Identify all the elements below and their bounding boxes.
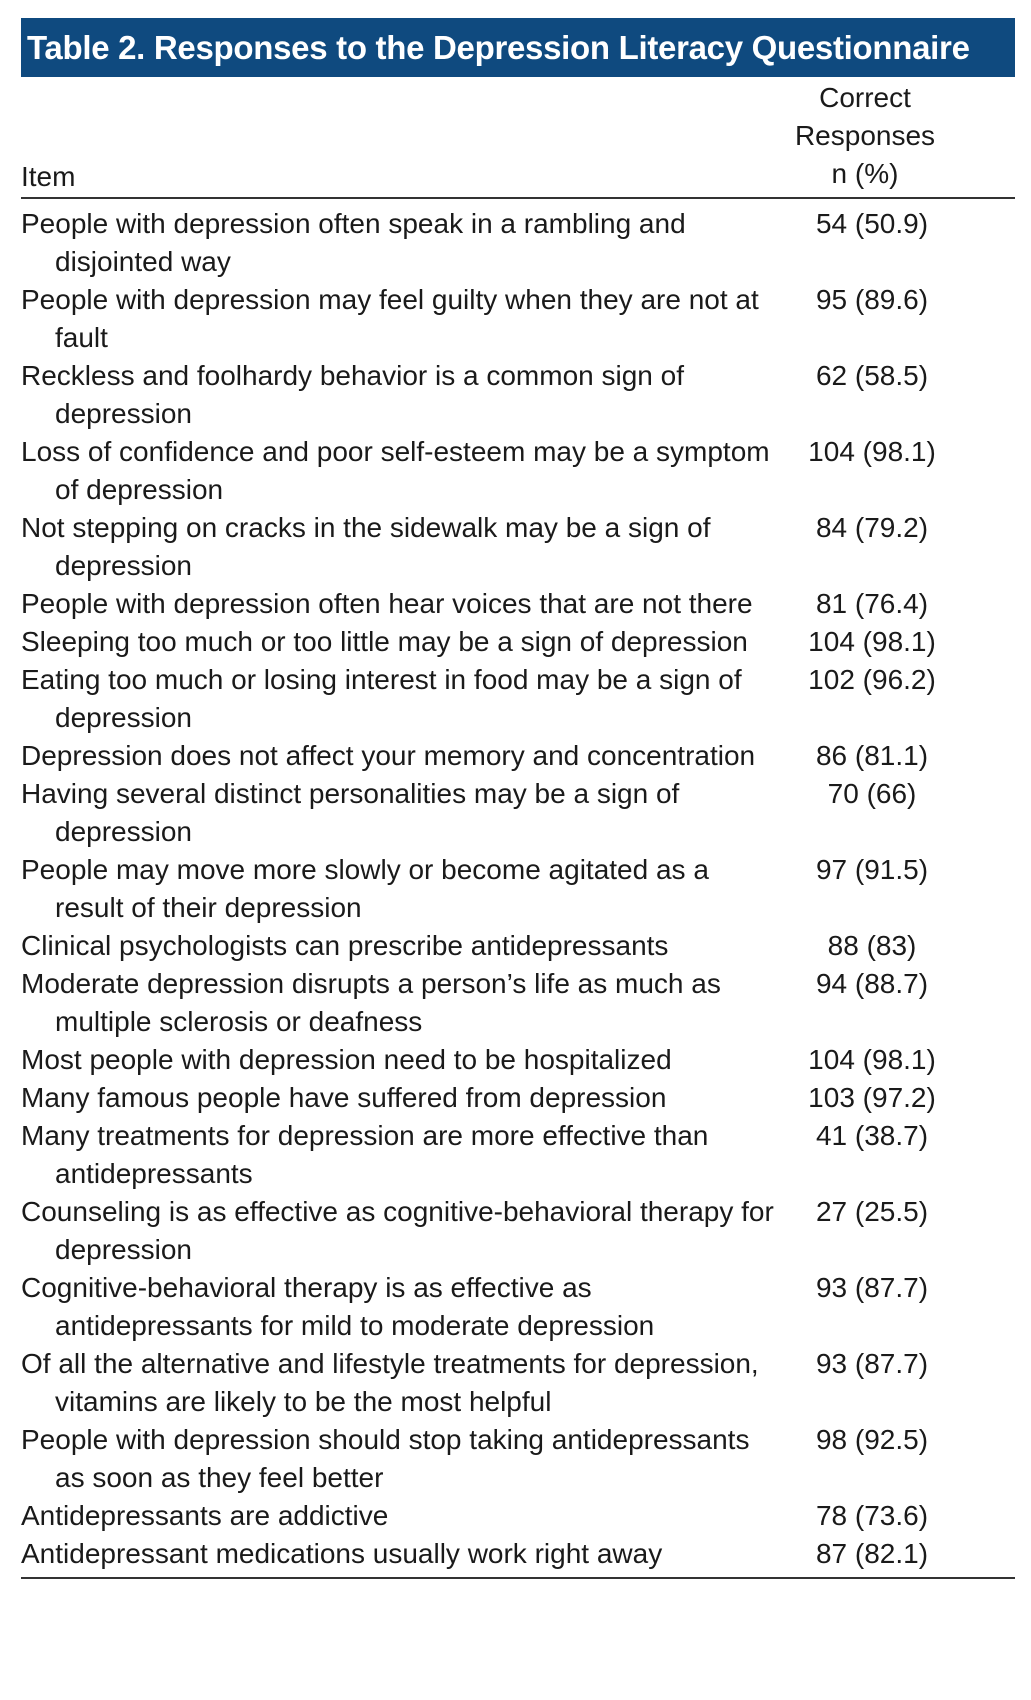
row-correct-responses: 27 (25.5) [815,1196,929,1227]
table-row [21,737,1015,775]
table-row [21,509,1015,585]
row-item-text: Counseling is as effective as cognitive-behavioral therapy for depression [21,1196,774,1265]
item-column-header: Item [21,161,76,192]
table-row [21,205,1015,281]
row-correct-responses: 86 (81.1) [815,740,929,771]
table-row [21,281,1015,357]
table-row [21,965,1015,1041]
row-correct-responses: 104 (98.1) [808,626,936,657]
row-item-text: Many famous people have suffered from depression [21,1082,667,1113]
row-correct-responses: 62 (58.5) [815,360,929,391]
row-item-text: Antidepressants are addictive [21,1500,389,1531]
row-item-text: Cognitive-behavioral therapy is as effective as antidepressants for mild to moderate depression [21,1272,655,1341]
row-correct-responses: 102 (96.2) [808,664,936,695]
row-correct-responses: 87 (82.1) [815,1538,929,1569]
row-correct-responses: 104 (98.1) [808,1044,936,1075]
row-correct-responses: 88 (83) [827,930,917,961]
table-row [21,927,1015,965]
row-item-text: People with depression often hear voices that are not there [21,588,753,619]
row-correct-responses: 103 (97.2) [808,1082,936,1113]
row-item-text: People may move more slowly or become agitated as a result of their depression [21,854,709,923]
table-row [21,1497,1015,1535]
table-header [21,77,1015,199]
row-correct-responses: 93 (87.7) [815,1348,929,1379]
table-row [21,623,1015,661]
row-item-text: Having several distinct personalities may be a sign of depression [21,778,680,847]
table-container [21,18,1015,1579]
responses-header-line1: Correct [819,82,911,113]
row-item-text: Moderate depression disrupts a person’s life as much as multiple sclerosis or deafness [21,968,721,1037]
table-title: Table 2. Responses to the Depression Literacy Questionnaire [27,28,970,66]
table-row [21,1421,1015,1497]
table-row [21,1345,1015,1421]
row-correct-responses: 54 (50.9) [815,208,929,239]
table-row [21,1041,1015,1079]
row-correct-responses: 78 (73.6) [815,1500,929,1531]
table-row [21,1269,1015,1345]
row-correct-responses: 41 (38.7) [815,1120,929,1151]
table-body [21,199,1015,1579]
row-item-text: Most people with depression need to be hospitalized [21,1044,672,1075]
row-item-text: People with depression should stop taking antidepressants as soon as they feel better [21,1424,750,1493]
row-correct-responses: 98 (92.5) [815,1424,929,1455]
row-correct-responses: 97 (91.5) [815,854,929,885]
table-row [21,775,1015,851]
responses-column-header [785,79,945,193]
row-item-text: Not stepping on cracks in the sidewalk may be a sign of depression [21,512,711,581]
table-row [21,433,1015,509]
row-correct-responses: 84 (79.2) [815,512,929,543]
row-correct-responses: 93 (87.7) [815,1272,929,1303]
row-correct-responses: 94 (88.7) [815,968,929,999]
row-item-text: Eating too much or losing interest in food may be a sign of depression [21,664,742,733]
responses-header-line3: n (%) [831,158,899,189]
row-item-text: People with depression may feel guilty when they are not at fault [21,284,759,353]
table-row [21,585,1015,623]
row-item-text: Depression does not affect your memory and concentration [21,740,756,771]
row-correct-responses: 70 (66) [827,778,917,809]
row-correct-responses: 95 (89.6) [815,284,929,315]
responses-header-line2: Responses [794,120,936,151]
table-row [21,661,1015,737]
row-item-text: Many treatments for depression are more effective than antidepressants [21,1120,709,1189]
table-title-bar [21,18,1015,77]
row-item-text: Clinical psychologists can prescribe antidepressants [21,930,669,961]
row-item-text: Antidepressant medications usually work right away [21,1538,663,1569]
row-item-text: Reckless and foolhardy behavior is a common sign of depression [21,360,685,429]
table-row [21,851,1015,927]
row-item-text: Loss of confidence and poor self-esteem may be a symptom of depression [21,436,770,505]
table-row [21,1079,1015,1117]
row-item-text: People with depression often speak in a rambling and disjointed way [21,208,686,277]
row-item-text: Of all the alternative and lifestyle treatments for depression, vitamins are likely to be the most helpful [21,1348,759,1417]
table-row [21,1117,1015,1193]
table-row [21,1535,1015,1573]
table-row [21,1193,1015,1269]
row-item-text: Sleeping too much or too little may be a sign of depression [21,626,748,657]
row-correct-responses: 104 (98.1) [808,436,936,467]
table-row [21,357,1015,433]
row-correct-responses: 81 (76.4) [815,588,929,619]
